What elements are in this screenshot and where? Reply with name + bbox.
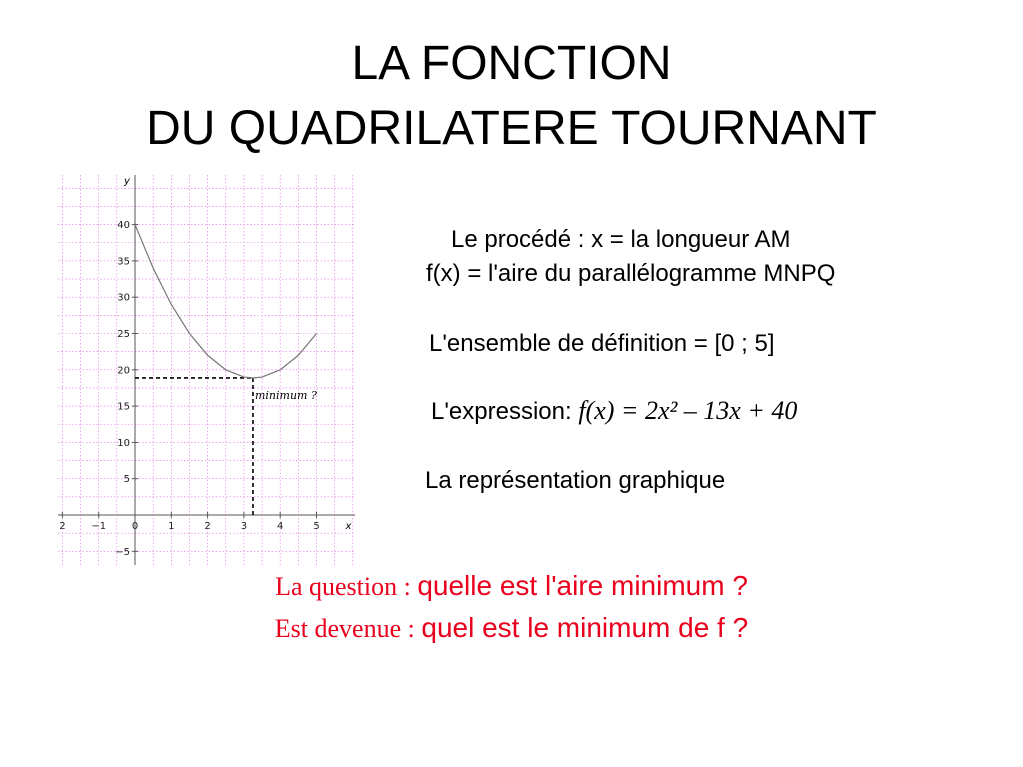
x-tick-label: 0: [131, 521, 139, 532]
expression-text: [431, 397, 797, 426]
representation-text: La représentation graphique: [425, 467, 726, 494]
y-tick-label: 35: [117, 256, 130, 268]
procede-line-1: Le procédé : x = la longueur AM: [451, 226, 791, 253]
y-tick-label: −5: [115, 546, 130, 558]
y-tick-label: 40: [117, 220, 130, 232]
x-tick-label: 2: [204, 521, 211, 532]
y-tick-label: 15: [117, 401, 130, 413]
definition-text: L'ensemble de définition = [0 ; 5]: [429, 330, 775, 357]
x-tick-label: 3: [240, 521, 248, 532]
reformulation-label: Est devenue :: [274, 614, 422, 643]
procede-line-2: f(x) = l'aire du parallélogramme MNPQ: [426, 260, 836, 287]
x-tick-label: 5: [313, 521, 320, 532]
y-tick-label: 30: [117, 292, 130, 304]
x-tick-label: −1: [91, 521, 107, 532]
expression-label: L'expression:: [431, 398, 579, 425]
minimum-guides: [135, 378, 253, 515]
reformulation-text: quel est le minimum de f ?: [421, 612, 749, 643]
title-line-1: LA FONCTION: [351, 37, 672, 90]
question-line-2: [0, 612, 1023, 644]
question-text: quelle est l'aire minimum ?: [417, 570, 748, 601]
y-tick-label: 10: [117, 437, 130, 449]
y-tick-label: 25: [117, 329, 130, 340]
y-tick-label: 5: [123, 474, 130, 486]
question-line-1: [0, 570, 1023, 602]
expression-formula: f(x) = 2x² – 13x + 40: [578, 396, 798, 425]
y-axis-label: y: [124, 176, 130, 187]
question-label: La question :: [275, 572, 418, 601]
x-tick-label: 2: [59, 521, 66, 532]
chart-grid: [58, 175, 355, 565]
minimum-annotation: minimum ?: [254, 388, 317, 402]
x-tick-label: 4: [277, 521, 284, 532]
y-tick-label: 20: [117, 365, 130, 377]
x-axis-label: x: [345, 521, 352, 532]
title-line-2: DU QUADRILATERE TOURNANT: [146, 102, 877, 155]
function-graph: [50, 170, 362, 570]
x-tick-label: 1: [168, 521, 175, 532]
